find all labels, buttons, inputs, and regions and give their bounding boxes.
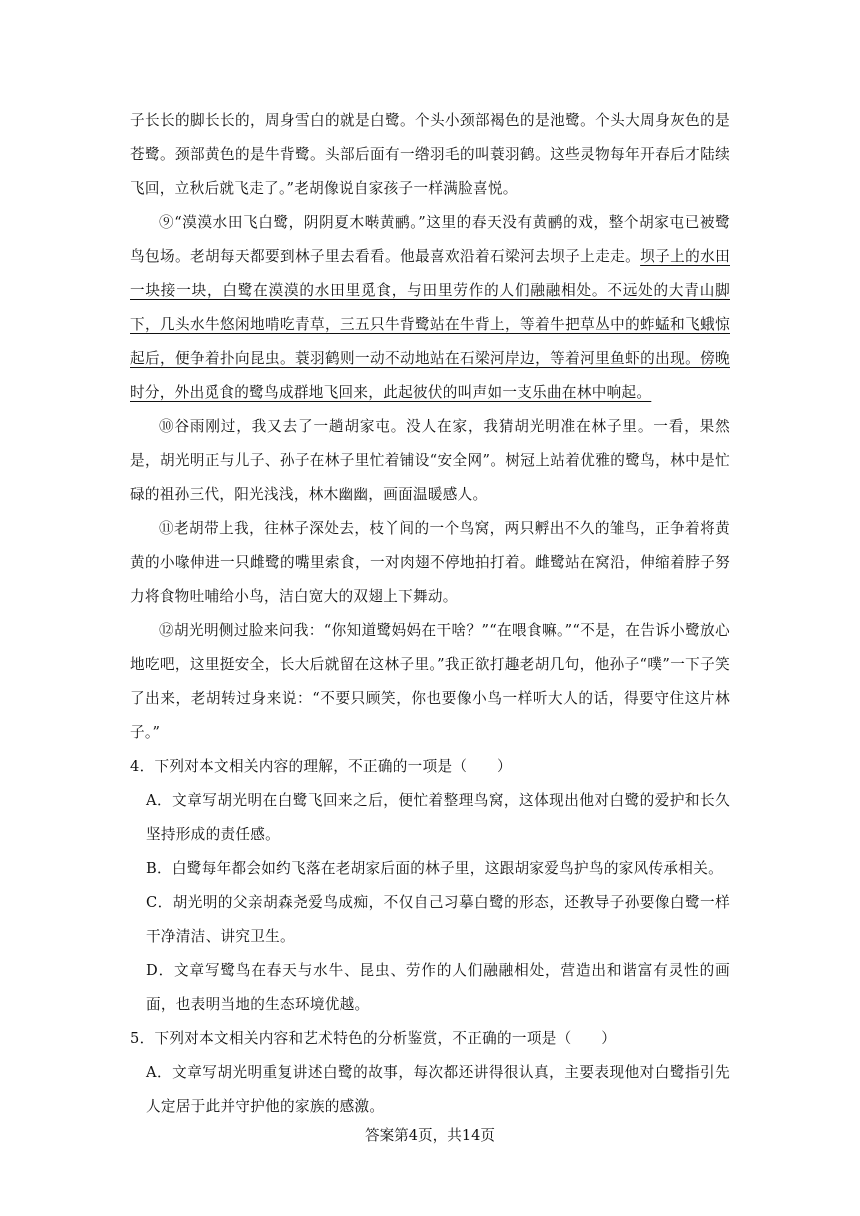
paragraph-9: ⑨“漠漠水田飞白鹭，阴阴夏木啭黄鹂。”这里的春天没有黄鹂的戏，整个胡家屯已被鹭鸟包场。老胡每天都要到林子里去看看。他最喜欢沿着石梁河去坝子上走走。坝子上的水田一块接一块，白鹭在漠漠的水田里觅食，与田里劳作的人们融融相处。不远处的大青山脚下，几头水牛悠闲地啃吃青草，三五只牛背鹭站在牛背上，等着牛把草丛中的蚱蜢和飞蛾惊起后，便争着扑向昆虫。蓑羽鹤则一动不动地站在石梁河岸边，等着河里鱼虾的出现。傍晚时分，外出觅食的鹭鸟成群地飞回来，此起彼伏的叫声如一支乐曲在林中响起。 (130, 214, 730, 401)
question-4-option-c: C．胡光明的父亲胡森尧爱鸟成痴，不仅自己习摹白鹭的形态，还教导子孙要像白鹭一样干净清洁、讲究卫生。 (146, 894, 730, 945)
page-footer: 答案第4页，共14页 (364, 1127, 495, 1144)
question-4-option-d: D．文章写鹭鸟在春天与水牛、昆虫、劳作的人们融融相处，营造出和谐富有灵性的画面，也表明当地的生态环境优越。 (146, 962, 730, 1013)
underlined-sentence: 坝子上的水田一块接一块，白鹭在漠漠的水田里觅食，与田里劳作的人们融融相处。不远处的大青山脚下，几头水牛悠闲地啃吃青草，三五只牛背鹭站在牛背上，等着牛把草丛中的蚱蜢和飞蛾惊起后，便争着扑向昆虫。蓑羽鹤则一动不动地站在石梁河岸边，等着河里鱼虾的出现。傍晚时分，外出觅食的鹭鸟成群地飞回来，此起彼伏的叫声如一支乐曲在林中响起。 (130, 248, 730, 401)
passage-block (130, 104, 730, 750)
paragraph-10: ⑩谷雨刚过，我又去了一趟胡家屯。没人在家，我猜胡光明准在林子里。一看，果然是，胡光明正与儿子、孙子在林子里忙着铺设“安全网”。树冠上站着优雅的鹭鸟，林中是忙碌的祖孙三代，阳光浅浅，林木幽幽，画面温暖感人。 (130, 418, 730, 503)
question-4-option-b: B．白鹭每年都会如约飞落在老胡家后面的林子里，这跟胡家爱鸟护鸟的家风传承相关。 (146, 860, 723, 877)
questions-block (130, 750, 730, 1124)
paragraph-11: ⑪老胡带上我，往林子深处去，枝丫间的一个鸟窝，两只孵出不久的雏鸟，正争着将黄黄的小喙伸进一只雌鹭的嘴里索食，一对肉翅不停地拍打着。雌鹭站在窝沿，伸缩着脖子努力将食物吐哺给小鸟，洁白宽大的双翅上下舞动。 (130, 520, 730, 605)
question-4-option-a: A．文章写胡光明在白鹭飞回来之后，便忙着整理鸟窝，这体现出他对白鹭的爱护和长久坚持形成的责任感。 (146, 792, 730, 843)
question-5-option-a: A．文章写胡光明重复讲述白鹭的故事，每次都还讲得很认真，主要表现他对白鹭指引先人定居于此并守护他的家族的感激。 (146, 1064, 730, 1115)
paragraph-8-end: 子长长的脚长长的，周身雪白的就是白鹭。个头小颈部褐色的是池鹭。个头大周身灰色的是苍鹭。颈部黄色的是牛背鹭。头部后面有一绺羽毛的叫蓑羽鹤。这些灵物每年开春后才陆续飞回，立秋后就飞走了。”老胡像说自家孩子一样满脸喜悦。 (130, 112, 730, 197)
paragraph-12: ⑫胡光明侧过脸来问我：“你知道鹭妈妈在干啥？”“在喂食嘛。”“不是，在告诉小鹭放心地吃吧，这里挺安全，长大后就留在这林子里。”我正欲打趣老胡几句，他孙子“噗”一下子笑了出来，老胡转过身来说：“不要只顾笑，你也要像小鸟一样听大人的话，得要守住这片林子。” (130, 622, 730, 741)
question-5-stem: 5．下列对本文相关内容和艺术特色的分析鉴赏，不正确的一项是（ ） (130, 1030, 617, 1047)
question-4-stem: 4．下列对本文相关内容的理解，不正确的一项是（ ） (130, 758, 512, 775)
